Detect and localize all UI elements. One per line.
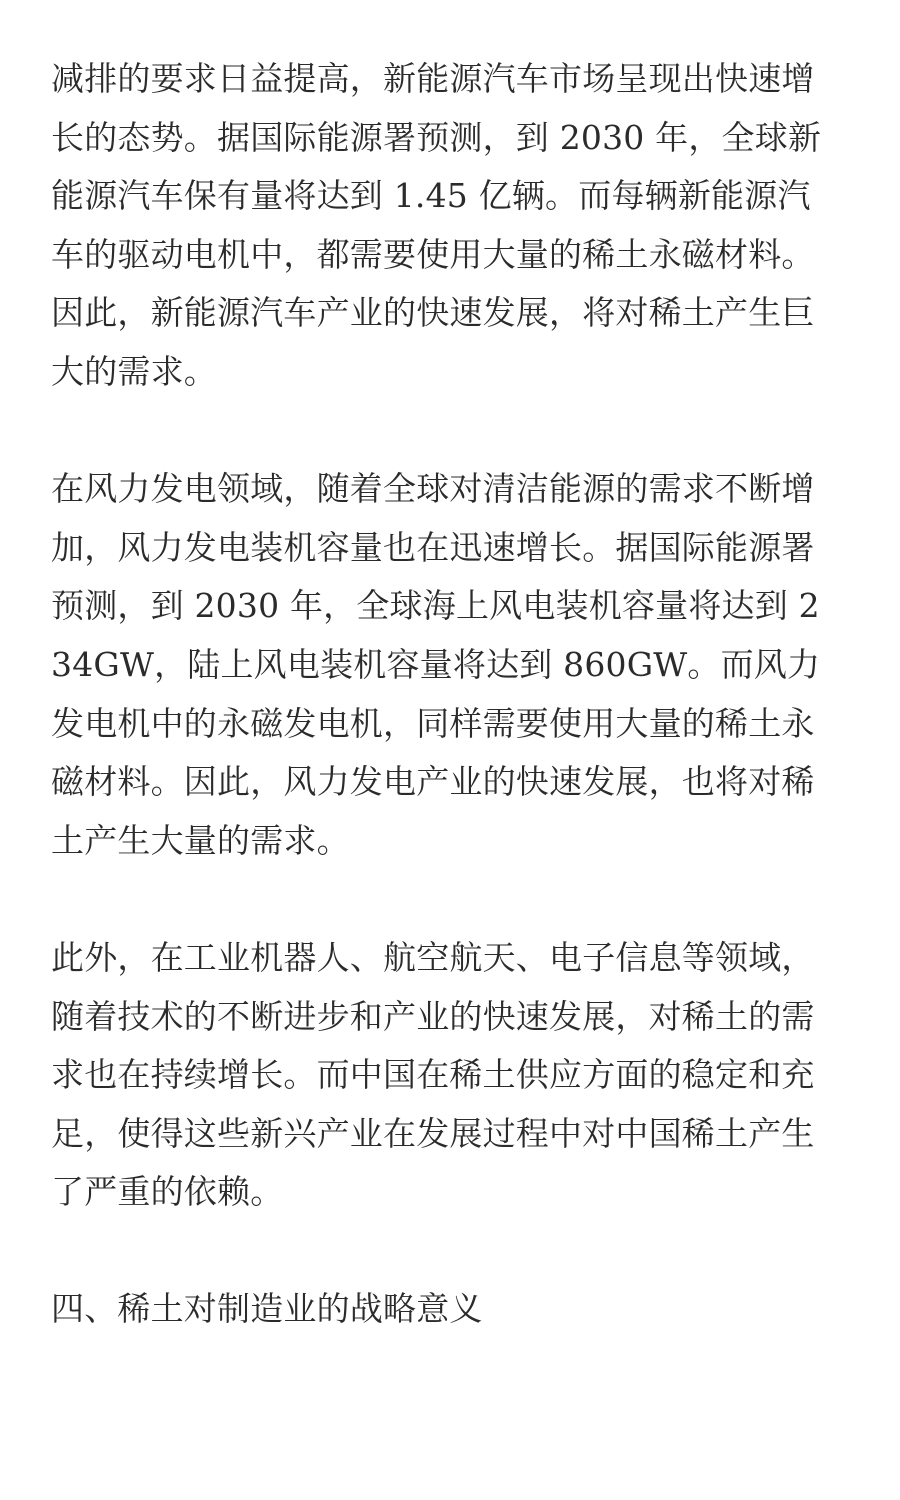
paragraph-spacer — [51, 402, 841, 461]
paragraph-emerging-industries: 此外，在工业机器人、航空航天、电子信息等领域，随着技术的不断进步和产业的快速发展，对稀土的需求也在持续增长。而中国在稀土供应方面的稳定和充足，使得这些新兴产业在发展过程中对中国稀土产生了严重的依赖。 — [51, 937, 815, 1212]
paragraph-spacer — [51, 870, 841, 929]
article-body — [51, 50, 841, 1339]
section-heading: 四、稀土对制造业的战略意义 — [51, 1289, 483, 1329]
paragraph-spacer — [51, 1222, 841, 1281]
paragraph-new-energy-vehicles: 减排的要求日益提高，新能源汽车市场呈现出快速增长的态势。据国际能源署预测，到 2030 年，全球新能源汽车保有量将达到 1.45 亿辆。而每辆新能源汽车的驱动电机中，都需要使用大量的稀土永磁材料。因此，新能源汽车产业的快速发展，将对稀土产生巨大的需求。 — [51, 59, 822, 391]
paragraph-wind-power: 在风力发电领域，随着全球对清洁能源的需求不断增加，风力发电装机容量也在迅速增长。据国际能源署预测，到 2030 年，全球海上风电装机容量将达到 234GW，陆上风电装机容量将达到 860GW。而风力发电机中的永磁发电机，同样需要使用大量的稀土永磁材料。因此，风力发电产业的快速发展，也将对稀土产生大量的需求。 — [51, 469, 821, 860]
